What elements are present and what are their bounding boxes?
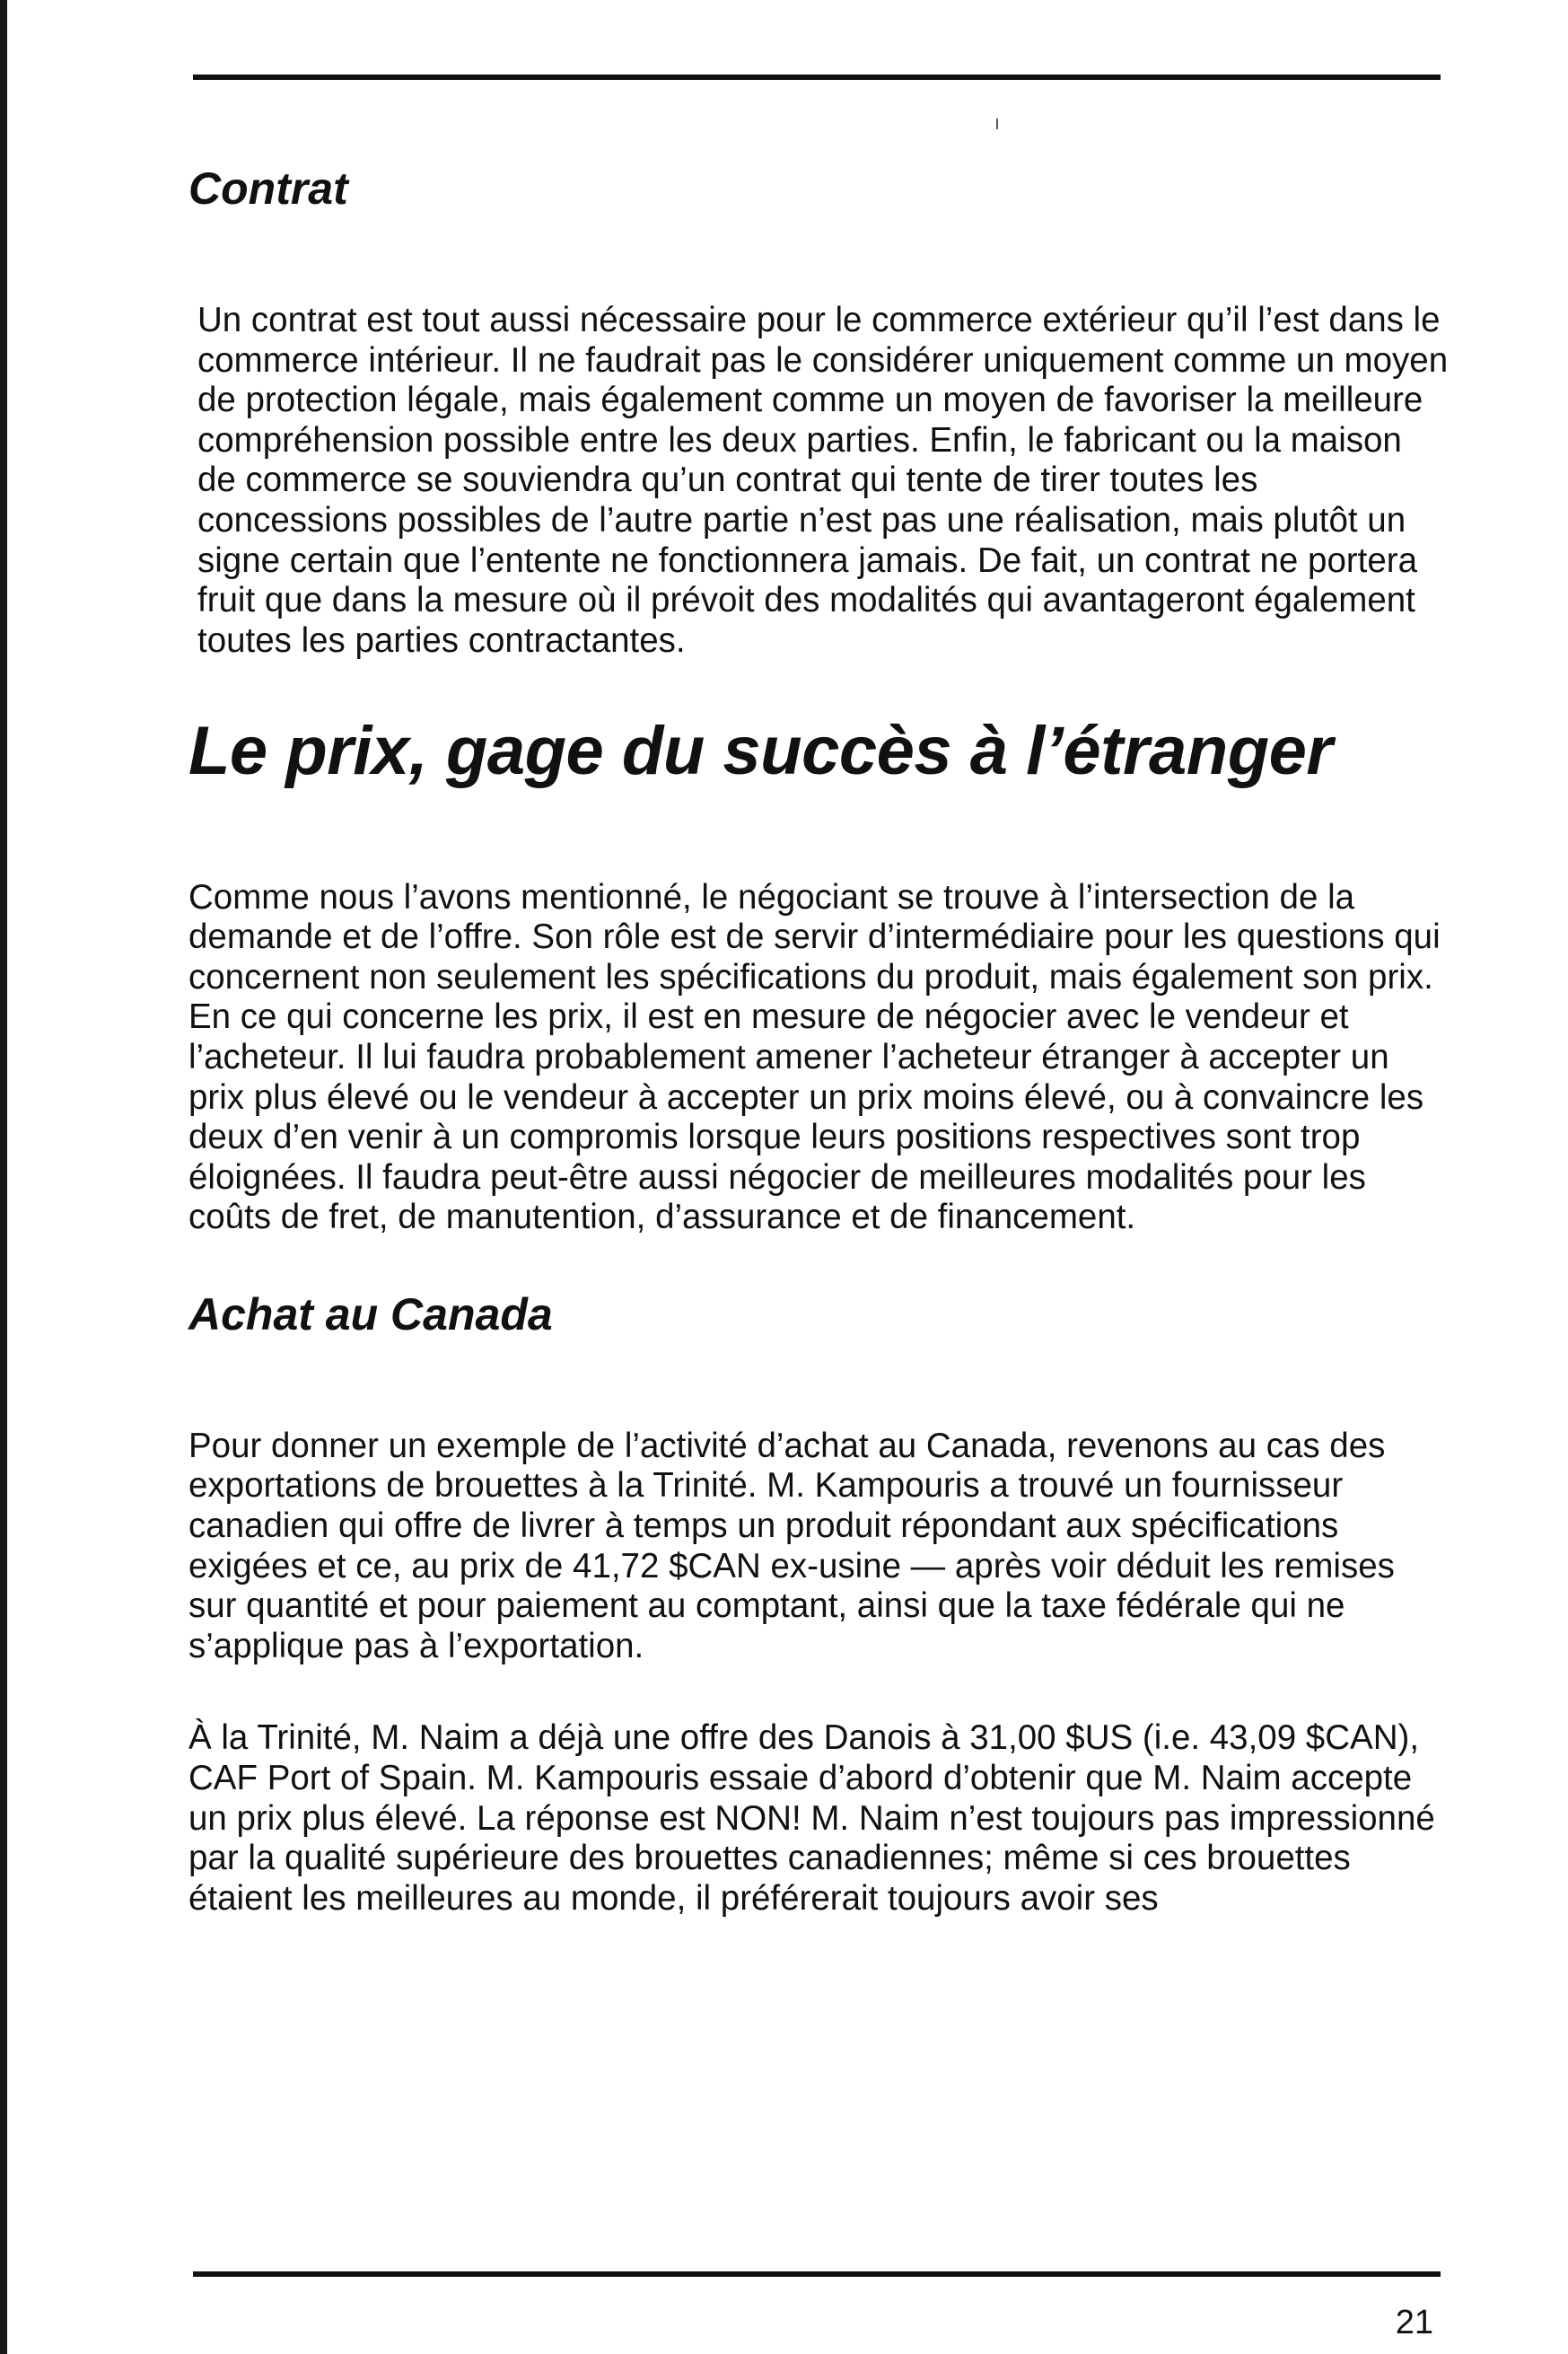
paragraph-achat-1: Pour donner un exemple de l’activité d’achat au Canada, revenons au cas des exportations de brouettes à la Trinité. M. Kampouris a trouvé un fournisseur canadien qui offre de livrer à temps un produit répondant aux spécifications exigées et ce, au prix de 41,72 $CAN ex-usine — après voir déduit les remises sur quantité et pour paiement au comptant, ainsi que la taxe fédérale qui ne s’applique pas à l’exportation.: [188, 1426, 1395, 1665]
section-heading-contrat: Contrat: [188, 163, 348, 214]
paragraph-prix: Comme nous l’avons mentionné, le négociant se trouve à l’intersection de la demande et de l’offre. Son rôle est de servir d’intermédiaire pour les questions qui concernent non seulement les spécifications du produit, mais également son prix. En ce qui concerne les prix, il est en mesure de négocier avec le vendeur et l’acheteur. Il lui faudra probablement amener l’acheteur étranger à accepter un prix plus élevé ou le vendeur à accepter un prix moins élevé, ou à convaincre les deux d’en venir à un compromis lorsque leurs positions respectives sont trop éloignées. Il faudra peut-être aussi négocier de meilleures modalités pour les coûts de fret, de manutention, d’assurance et de financement.: [188, 877, 1441, 1237]
paragraph-achat-2: À la Trinité, M. Naim a déjà une offre des Danois à 31,00 $US (i.e. 43,09 $CAN), CAF Port of Spain. M. Kampouris essaie d’abord d’obtenir que M. Naim accepte un prix plus élevé. La réponse est NON! M. Naim n’est toujours pas impressionné par la qualité supérieure des brouettes canadiennes; même si ces brouettes étaient les meilleures au monde, il préférerait toujours avoir ses: [188, 1718, 1435, 1918]
top-rule: [193, 75, 1441, 80]
section-heading-achat: Achat au Canada: [188, 1288, 553, 1339]
page-content: [188, 162, 1450, 1919]
section-heading-prix: Le prix, gage du succès à l’étranger: [188, 713, 1333, 790]
page-number: 21: [1395, 2304, 1433, 2341]
scan-speck: [996, 119, 998, 129]
page-edge-border: [0, 0, 7, 2354]
paragraph-contrat: Un contrat est tout aussi nécessaire pour le commerce extérieur qu’il l’est dans le commerce intérieur. Il ne faudrait pas le considérer uniquement comme un moyen de protection légale, mais également comme un moyen de favoriser la meilleure compréhension possible entre les deux parties. Enfin, le fabricant ou la maison de commerce se souviendra qu’un contrat qui tente de tirer toutes les concessions possibles de l’autre partie n’est pas une réalisation, mais plutôt un signe certain que l’entente ne fonctionnera jamais. De fait, un contrat ne portera fruit que dans la mesure où il prévoit des modalités qui avantageront également toutes les parties contractantes.: [197, 301, 1449, 660]
bottom-rule: [193, 2271, 1441, 2277]
